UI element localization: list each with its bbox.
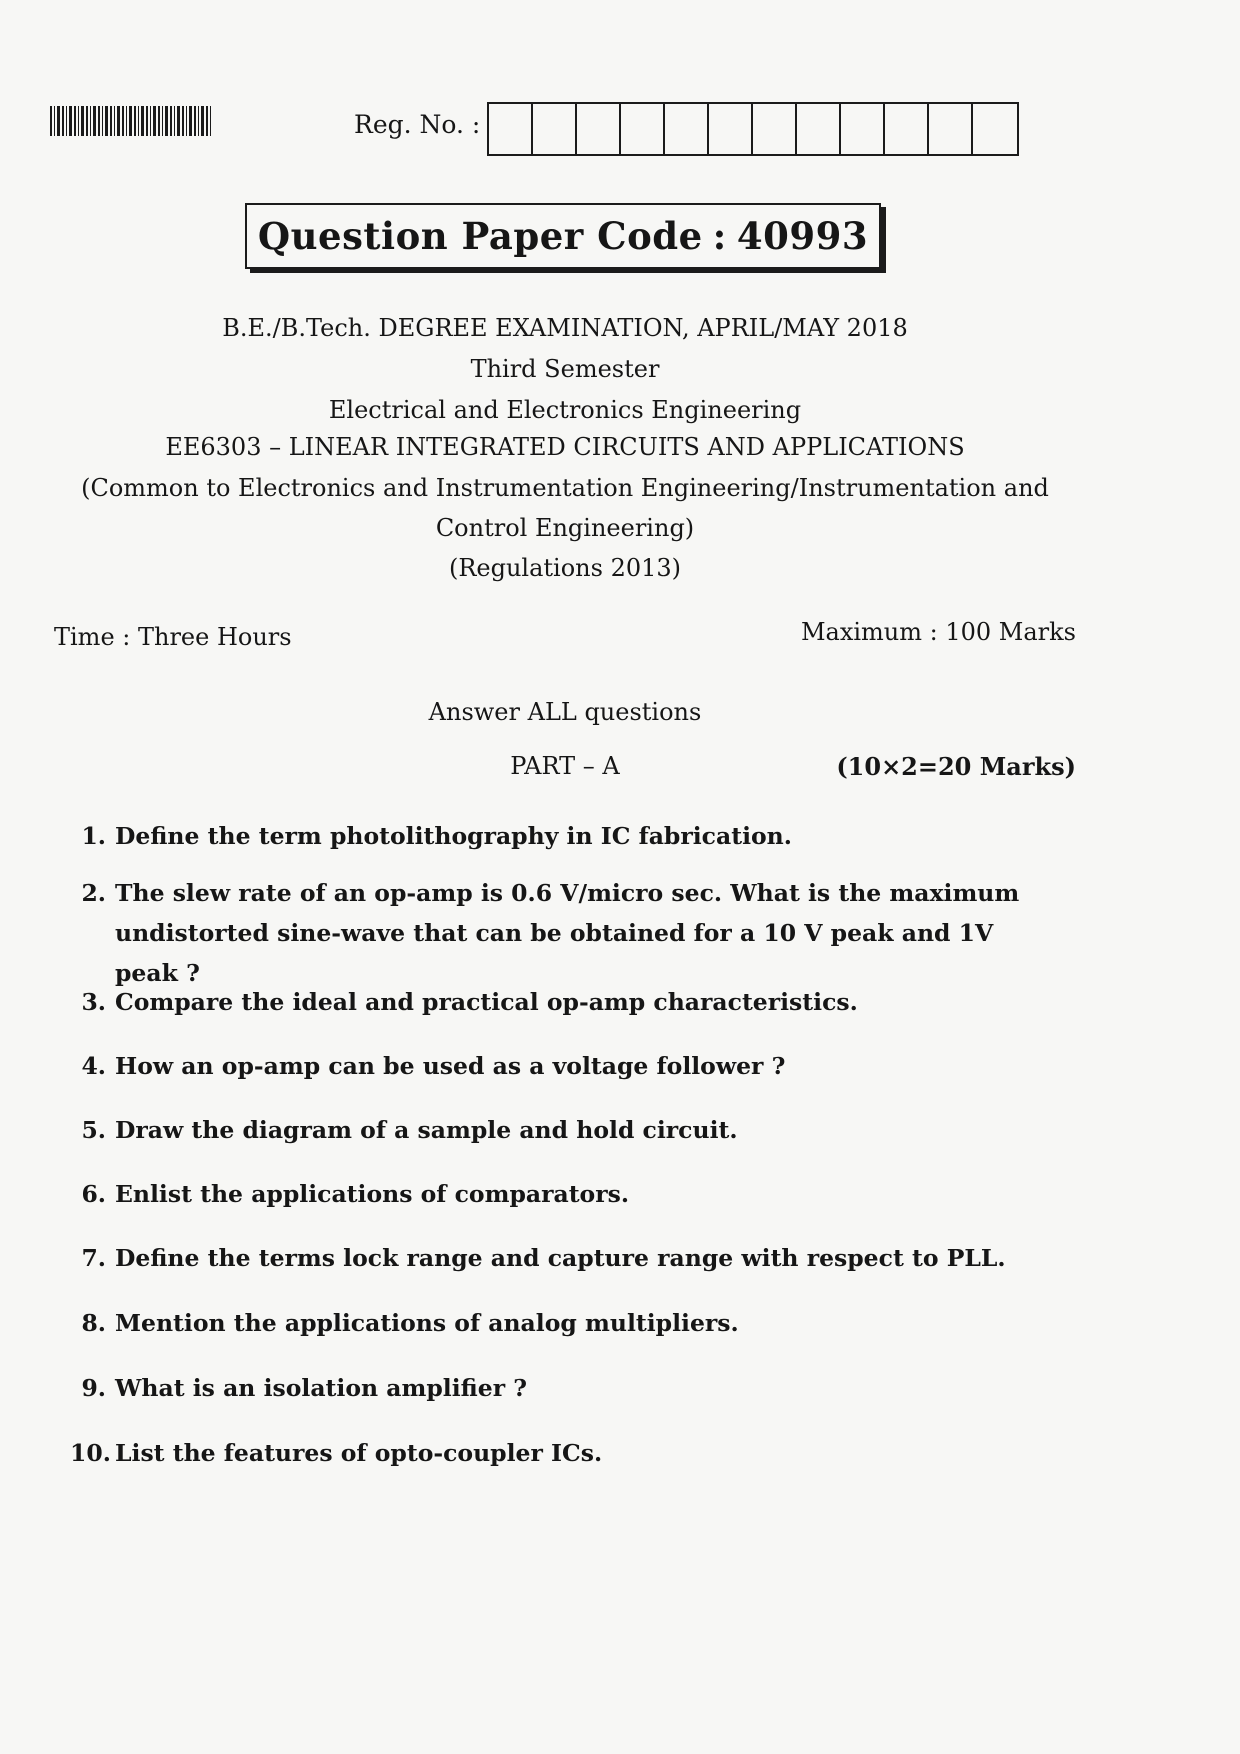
reg-no-box[interactable] bbox=[973, 104, 1017, 154]
question-item bbox=[70, 982, 1055, 1022]
reg-no-box[interactable] bbox=[841, 104, 885, 154]
reg-no-box[interactable] bbox=[665, 104, 709, 154]
question-number: 3. bbox=[81, 988, 106, 1016]
question-number: 6. bbox=[81, 1180, 106, 1208]
reg-no-box[interactable] bbox=[533, 104, 577, 154]
reg-no-box[interactable] bbox=[577, 104, 621, 154]
department: Electrical and Electronics Engineering bbox=[328, 396, 802, 424]
question-item bbox=[70, 1174, 1055, 1214]
question-number: 4. bbox=[81, 1052, 106, 1080]
question-text: What is an isolation amplifier ? bbox=[115, 1374, 528, 1402]
question-text: Draw the diagram of a sample and hold circuit. bbox=[115, 1116, 738, 1144]
question-number: 8. bbox=[81, 1309, 106, 1337]
question-number: 9. bbox=[81, 1374, 106, 1402]
question-item bbox=[70, 1110, 1055, 1150]
question-text: Compare the ideal and practical op-amp characteristics. bbox=[115, 988, 858, 1016]
reg-no-box[interactable] bbox=[621, 104, 665, 154]
question-text: List the features of opto-coupler ICs. bbox=[115, 1439, 603, 1467]
question-paper-code-separator: : bbox=[712, 214, 727, 258]
question-item bbox=[70, 873, 1055, 993]
question-text: The slew rate of an op-amp is 0.6 V/micro sec. What is the maximum undistorted sine-wave that can be obtained for a 10 V peak and 1V peak ? bbox=[115, 879, 1020, 987]
common-to-line-2: Control Engineering) bbox=[435, 514, 695, 542]
question-number: 10. bbox=[70, 1439, 111, 1467]
exam-title: B.E./B.Tech. DEGREE EXAMINATION, APRIL/MAY 2018 bbox=[222, 314, 908, 342]
question-item bbox=[70, 1368, 1055, 1408]
reg-no-box[interactable] bbox=[885, 104, 929, 154]
question-text: How an op-amp can be used as a voltage follower ? bbox=[115, 1052, 786, 1080]
part-a-marks: (10×2=20 Marks) bbox=[836, 752, 1076, 781]
question-item bbox=[70, 1238, 1055, 1278]
regulations: (Regulations 2013) bbox=[448, 554, 682, 582]
question-number: 7. bbox=[81, 1244, 106, 1272]
question-paper-code: 40993 bbox=[736, 214, 869, 258]
maximum-marks: Maximum : 100 Marks bbox=[800, 618, 1076, 646]
reg-no-box[interactable] bbox=[709, 104, 753, 154]
common-to-line-1: (Common to Electronics and Instrumentation Engineering/Instrumentation and bbox=[81, 474, 1049, 502]
question-paper-code-box bbox=[245, 203, 881, 269]
barcode bbox=[50, 106, 212, 136]
part-a-title: PART – A bbox=[510, 752, 620, 780]
reg-no-box[interactable] bbox=[929, 104, 973, 154]
question-text: Define the term photolithography in IC fabrication. bbox=[115, 822, 792, 850]
instruction: Answer ALL questions bbox=[428, 698, 702, 726]
time-duration: Time : Three Hours bbox=[54, 623, 292, 651]
semester: Third Semester bbox=[470, 355, 660, 383]
reg-no-box[interactable] bbox=[797, 104, 841, 154]
question-text: Define the terms lock range and capture range with respect to PLL. bbox=[115, 1244, 1006, 1272]
question-number: 5. bbox=[81, 1116, 106, 1144]
reg-no-label: Reg. No. : bbox=[354, 110, 481, 139]
reg-no-boxes bbox=[487, 102, 1019, 156]
subject-title: EE6303 – LINEAR INTEGRATED CIRCUITS AND APPLICATIONS bbox=[165, 433, 965, 461]
question-paper-code-label: Question Paper Code bbox=[257, 214, 703, 258]
question-item bbox=[70, 1303, 1055, 1343]
question-text: Mention the applications of analog multipliers. bbox=[115, 1309, 739, 1337]
question-item bbox=[70, 1433, 1055, 1473]
reg-no-box[interactable] bbox=[753, 104, 797, 154]
question-item bbox=[70, 1046, 1055, 1086]
reg-no-box[interactable] bbox=[489, 104, 533, 154]
question-text: Enlist the applications of comparators. bbox=[115, 1180, 630, 1208]
question-item bbox=[70, 816, 1055, 856]
question-number: 1. bbox=[81, 822, 106, 850]
question-number: 2. bbox=[81, 879, 106, 907]
